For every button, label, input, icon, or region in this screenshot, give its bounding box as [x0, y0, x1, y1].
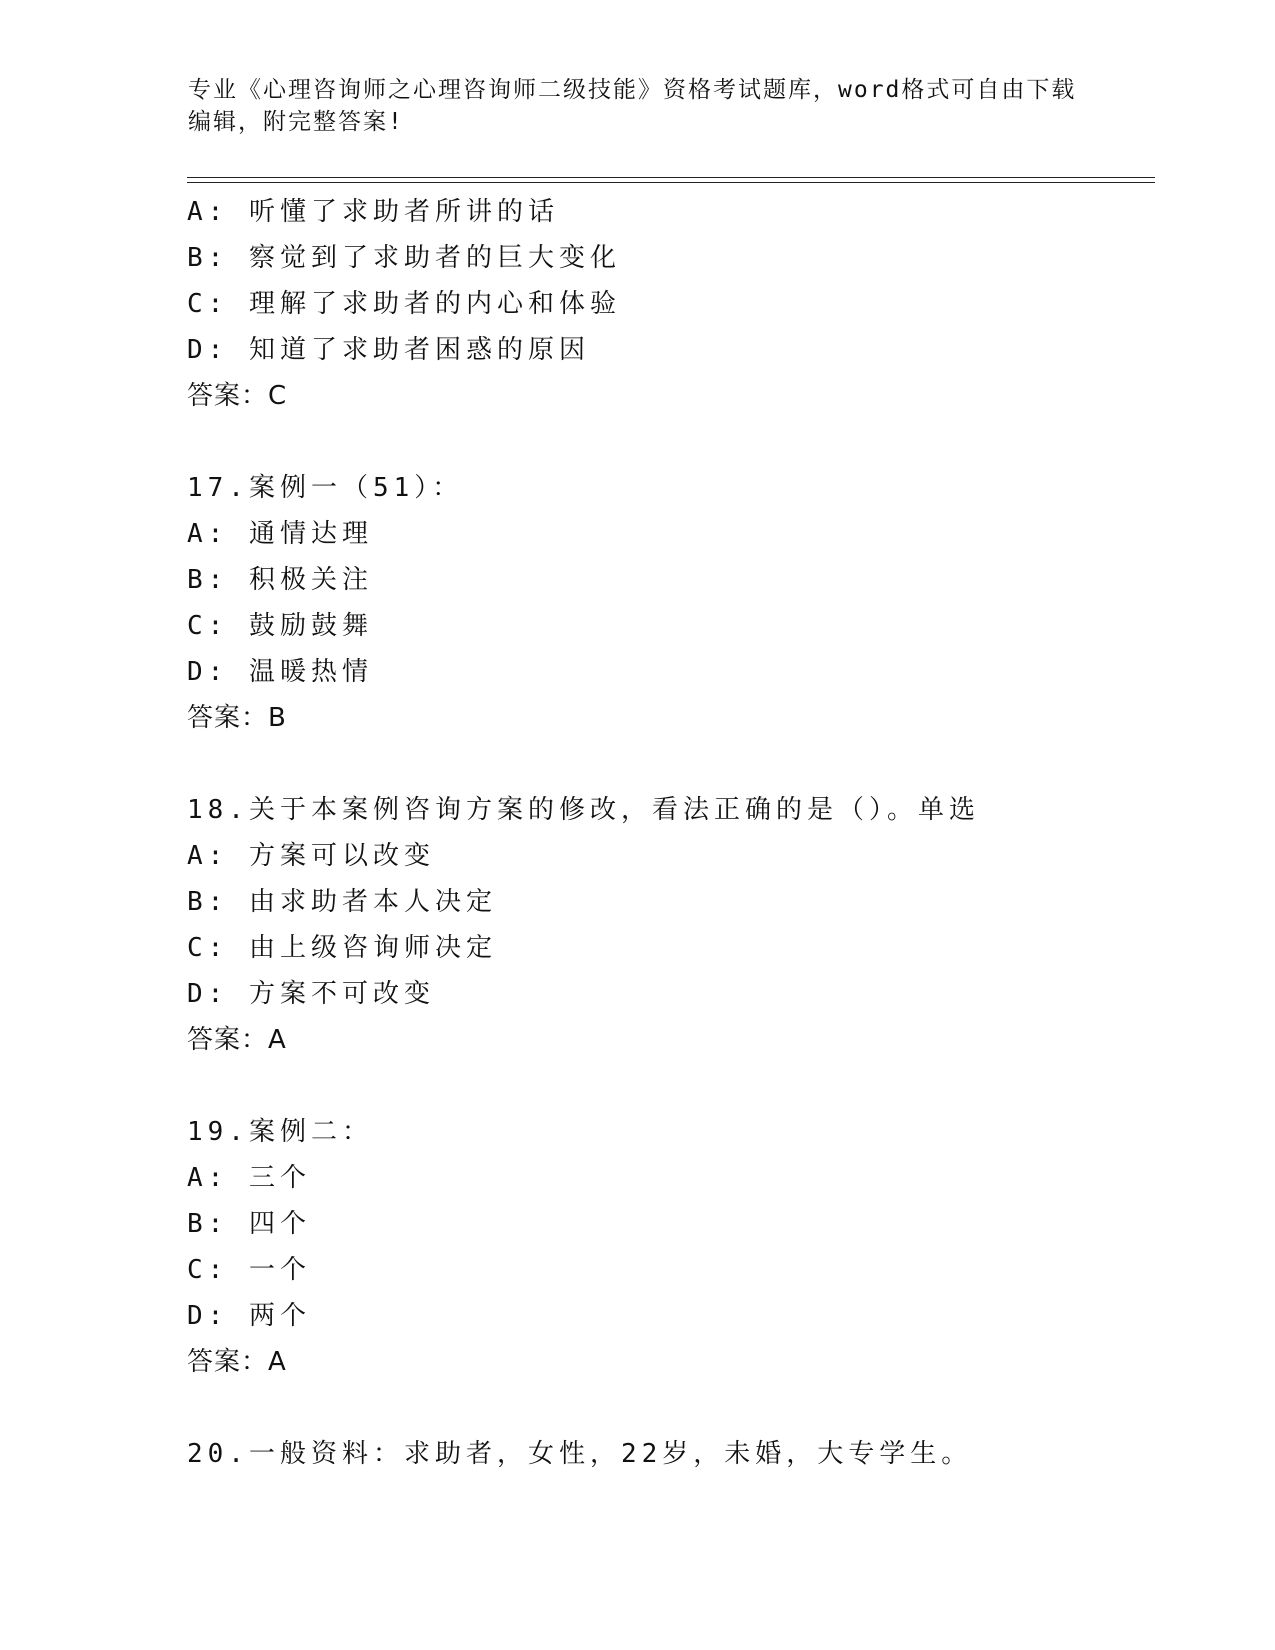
question-16 — [187, 189, 1147, 419]
question-17 — [187, 465, 1147, 741]
option-a: A: 三个 — [187, 1163, 311, 1193]
spacer — [187, 419, 1147, 465]
option-c: C: 理解了求助者的内心和体验 — [187, 289, 621, 319]
question-title: 19.案例二： — [187, 1117, 373, 1147]
option-a: A: 听懂了求助者所讲的话 — [187, 197, 559, 227]
question-title: 18.关于本案例咨询方案的修改，看法正确的是（）。单选 — [187, 795, 980, 825]
option-a: A: 方案可以改变 — [187, 841, 435, 871]
option-b: B: 四个 — [187, 1209, 311, 1239]
spacer — [187, 1385, 1147, 1431]
question-title: 20.一般资料：求助者，女性，22岁，未婚，大专学生。 — [187, 1439, 973, 1469]
question-list — [187, 189, 1147, 1477]
document-header — [188, 74, 1088, 138]
option-c: C: 一个 — [187, 1255, 311, 1285]
question-title: 17.案例一（51）： — [187, 473, 464, 503]
question-20 — [187, 1431, 1147, 1477]
answer: 答案：A — [187, 1347, 287, 1377]
answer: 答案：C — [187, 381, 288, 411]
option-d: D: 温暖热情 — [187, 657, 373, 687]
option-d: D: 方案不可改变 — [187, 979, 435, 1009]
option-d: D: 两个 — [187, 1301, 311, 1331]
header-divider-bottom — [187, 182, 1155, 183]
header-line-2: 编辑，附完整答案! — [188, 109, 404, 135]
spacer — [187, 1063, 1147, 1109]
spacer — [187, 741, 1147, 787]
answer: 答案：B — [187, 703, 287, 733]
option-c: C: 鼓励鼓舞 — [187, 611, 373, 641]
header-line-1: 专业《心理咨询师之心理咨询师二级技能》资格考试题库，word格式可自由下载 — [188, 77, 1077, 103]
option-c: C: 由上级咨询师决定 — [187, 933, 497, 963]
option-b: B: 察觉到了求助者的巨大变化 — [187, 243, 621, 273]
header-divider-top — [187, 177, 1155, 178]
option-b: B: 由求助者本人决定 — [187, 887, 497, 917]
question-19 — [187, 1109, 1147, 1385]
option-d: D: 知道了求助者困惑的原因 — [187, 335, 590, 365]
question-18 — [187, 787, 1147, 1063]
option-b: B: 积极关注 — [187, 565, 373, 595]
answer: 答案：A — [187, 1025, 287, 1055]
option-a: A: 通情达理 — [187, 519, 373, 549]
